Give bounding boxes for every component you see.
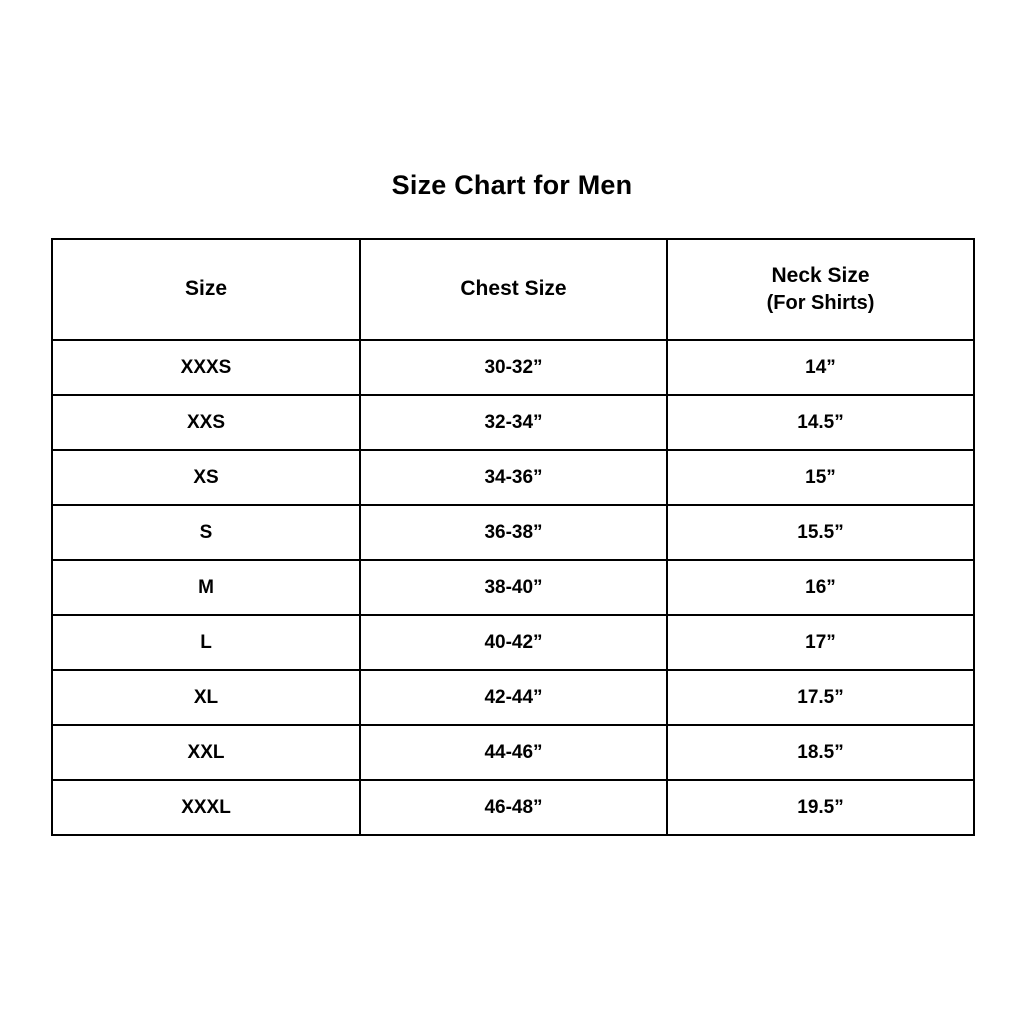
cell-size: M xyxy=(52,560,360,615)
table-row xyxy=(52,505,974,560)
cell-neck: 16” xyxy=(667,560,974,615)
cell-neck: 19.5” xyxy=(667,780,974,835)
table-row xyxy=(52,450,974,505)
cell-chest: 32-34” xyxy=(360,395,667,450)
cell-chest: 42-44” xyxy=(360,670,667,725)
column-header-size xyxy=(52,239,360,340)
cell-neck: 18.5” xyxy=(667,725,974,780)
cell-size: S xyxy=(52,505,360,560)
cell-neck: 14.5” xyxy=(667,395,974,450)
table-row xyxy=(52,615,974,670)
cell-neck: 15” xyxy=(667,450,974,505)
cell-neck: 17.5” xyxy=(667,670,974,725)
size-chart-table xyxy=(51,238,975,836)
cell-chest: 36-38” xyxy=(360,505,667,560)
column-header-chest xyxy=(360,239,667,340)
table-header xyxy=(52,239,974,340)
cell-chest: 38-40” xyxy=(360,560,667,615)
column-header-neck xyxy=(667,239,974,340)
table-row xyxy=(52,560,974,615)
size-chart-table-container xyxy=(51,238,973,836)
cell-size: XXXL xyxy=(52,780,360,835)
cell-size: L xyxy=(52,615,360,670)
cell-neck: 14” xyxy=(667,340,974,395)
cell-chest: 44-46” xyxy=(360,725,667,780)
cell-chest: 46-48” xyxy=(360,780,667,835)
table-body xyxy=(52,340,974,835)
column-header-chest-label: Chest Size xyxy=(460,277,567,301)
page-title: Size Chart for Men xyxy=(391,170,633,200)
table-row xyxy=(52,395,974,450)
column-header-size-label: Size xyxy=(184,277,228,301)
table-header-row xyxy=(52,239,974,340)
cell-chest: 30-32” xyxy=(360,340,667,395)
cell-neck: 17” xyxy=(667,615,974,670)
column-header-neck-label: Neck Size xyxy=(771,263,870,287)
table-row xyxy=(52,670,974,725)
cell-size: XL xyxy=(52,670,360,725)
cell-neck: 15.5” xyxy=(667,505,974,560)
table-row xyxy=(52,780,974,835)
cell-chest: 40-42” xyxy=(360,615,667,670)
table-row xyxy=(52,725,974,780)
cell-size: XS xyxy=(52,450,360,505)
cell-size: XXXS xyxy=(52,340,360,395)
column-header-neck-sublabel: (For Shirts) xyxy=(766,292,875,315)
cell-chest: 34-36” xyxy=(360,450,667,505)
cell-size: XXS xyxy=(52,395,360,450)
table-row xyxy=(52,340,974,395)
cell-size: XXL xyxy=(52,725,360,780)
